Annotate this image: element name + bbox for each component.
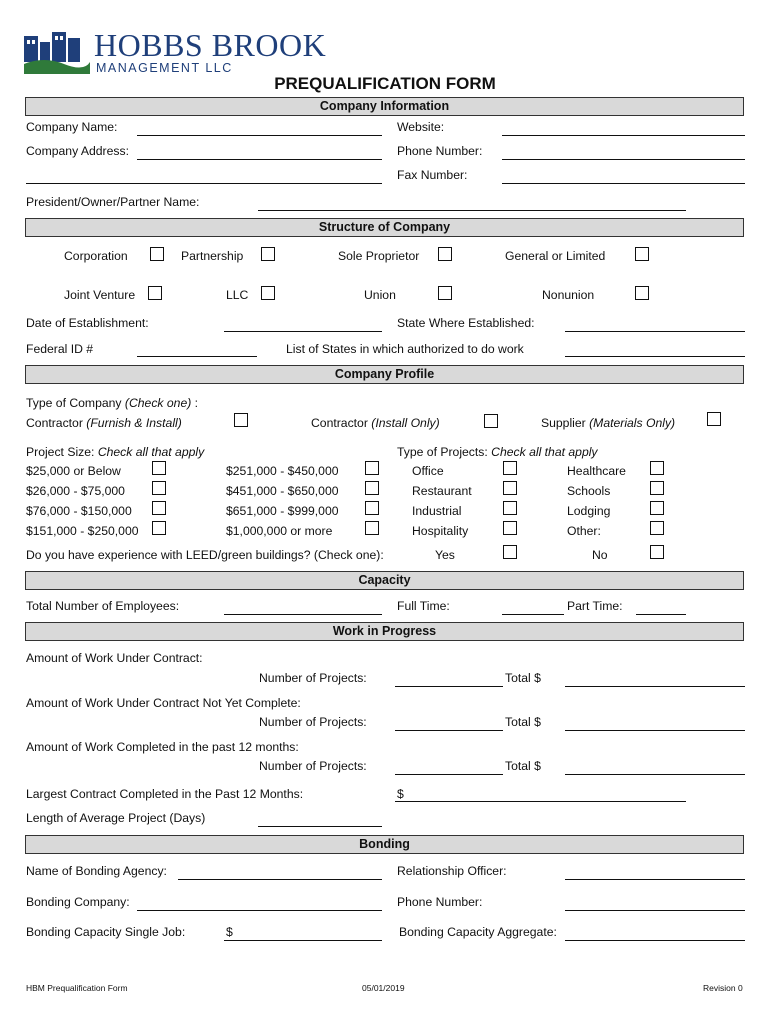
- footer-revision: Revision 0: [703, 983, 743, 993]
- section-bonding: Bonding: [25, 835, 744, 854]
- company-logo: [24, 28, 334, 76]
- size-option-checkbox[interactable]: [365, 521, 379, 535]
- project-size-label: [26, 445, 204, 459]
- relationship-officer-label: Relationship Officer:: [397, 864, 507, 878]
- footer-date: 05/01/2019: [362, 983, 405, 993]
- size-option-checkbox[interactable]: [152, 481, 166, 495]
- part-time-field[interactable]: [636, 614, 686, 615]
- type-of-company-text: Type of Company: [26, 396, 125, 410]
- federal-id-field[interactable]: [137, 356, 257, 357]
- not-complete-label: Amount of Work Under Contract Not Yet Complete:: [26, 696, 301, 710]
- leed-yes-label: Yes: [435, 548, 455, 562]
- project-size-text: Project Size:: [26, 445, 98, 459]
- supplier-hint: (Materials Only): [589, 416, 676, 430]
- project-type-label: Restaurant: [412, 484, 472, 498]
- general-limited-label: General or Limited: [505, 249, 606, 263]
- type-of-projects-label: [397, 445, 598, 459]
- supplier-text: Supplier: [541, 416, 590, 430]
- supplier-checkbox[interactable]: [707, 412, 721, 426]
- project-type-checkbox[interactable]: [650, 521, 664, 535]
- employees-field[interactable]: [224, 614, 382, 615]
- partnership-checkbox[interactable]: [261, 247, 275, 261]
- federal-id-label: Federal ID #: [26, 342, 94, 356]
- contractor-install-label: [311, 416, 440, 430]
- full-time-label: Full Time:: [397, 599, 450, 613]
- capacity-aggregate-field[interactable]: [565, 940, 745, 941]
- largest-contract-dollar: $: [397, 787, 404, 801]
- relationship-officer-field[interactable]: [565, 879, 745, 880]
- company-address-label: Company Address:: [26, 144, 129, 158]
- fax-field[interactable]: [502, 183, 745, 184]
- num-projects-label: Number of Projects:: [259, 759, 367, 773]
- project-type-checkbox[interactable]: [650, 501, 664, 515]
- footer-form-name: HBM Prequalification Form: [26, 983, 128, 993]
- capacity-single-dollar: $: [226, 925, 233, 939]
- nonunion-checkbox[interactable]: [635, 286, 649, 300]
- project-type-checkbox[interactable]: [503, 481, 517, 495]
- website-label: Website:: [397, 120, 445, 134]
- size-option-checkbox[interactable]: [365, 501, 379, 515]
- union-label: Union: [364, 288, 396, 302]
- leed-question: Do you have experience with LEED/green buildings? (Check one):: [26, 548, 384, 562]
- total-field[interactable]: [565, 686, 745, 687]
- states-authorized-field[interactable]: [565, 356, 745, 357]
- capacity-single-field[interactable]: [224, 940, 382, 941]
- size-option-checkbox[interactable]: [152, 461, 166, 475]
- size-option-checkbox[interactable]: [152, 501, 166, 515]
- project-type-label: Office: [412, 464, 444, 478]
- project-type-label: Industrial: [412, 504, 462, 518]
- state-established-field[interactable]: [565, 331, 745, 332]
- project-type-label: Lodging: [567, 504, 611, 518]
- capacity-single-label: Bonding Capacity Single Job:: [26, 925, 186, 939]
- size-option-label: $251,000 - $450,000: [226, 464, 339, 478]
- capacity-aggregate-label: Bonding Capacity Aggregate:: [399, 925, 557, 939]
- completed-label: Amount of Work Completed in the past 12 months:: [26, 740, 299, 754]
- state-established-label: State Where Established:: [397, 316, 535, 330]
- joint-venture-label: Joint Venture: [64, 288, 136, 302]
- type-of-projects-text: Type of Projects:: [397, 445, 492, 459]
- project-type-label: Hospitality: [412, 524, 469, 538]
- corporation-checkbox[interactable]: [150, 247, 164, 261]
- section-company-information: Company Information: [25, 97, 744, 116]
- general-limited-checkbox[interactable]: [635, 247, 649, 261]
- llc-checkbox[interactable]: [261, 286, 275, 300]
- size-option-label: $451,000 - $650,000: [226, 484, 339, 498]
- size-option-label: $651,000 - $999,000: [226, 504, 339, 518]
- corporation-label: Corporation: [64, 249, 128, 263]
- largest-contract-label: Largest Contract Completed in the Past 12 Months:: [26, 787, 304, 801]
- total-label: Total $: [505, 759, 541, 773]
- company-address-field-2[interactable]: [26, 183, 382, 184]
- logo-brand: HOBBS BROOK: [94, 27, 327, 63]
- contractor-furnish-hint: (Furnish & Install): [86, 416, 182, 430]
- section-company-profile: Company Profile: [25, 365, 744, 384]
- type-of-company-colon: :: [191, 396, 199, 410]
- project-type-label: Schools: [567, 484, 611, 498]
- project-type-checkbox[interactable]: [503, 461, 517, 475]
- section-structure: Structure of Company: [25, 218, 744, 237]
- project-type-label: Other:: [567, 524, 601, 538]
- num-projects-label: Number of Projects:: [259, 671, 367, 685]
- section-capacity: Capacity: [25, 571, 744, 590]
- company-name-label: Company Name:: [26, 120, 118, 134]
- bonding-agency-label: Name of Bonding Agency:: [26, 864, 167, 878]
- total-label: Total $: [505, 715, 541, 729]
- sole-proprietor-label: Sole Proprietor: [338, 249, 420, 263]
- website-field[interactable]: [502, 135, 745, 136]
- bonding-company-label: Bonding Company:: [26, 895, 130, 909]
- type-of-company-label: [26, 396, 198, 410]
- project-type-checkbox[interactable]: [650, 461, 664, 475]
- part-time-label: Part Time:: [567, 599, 623, 613]
- supplier-label: [541, 416, 675, 430]
- project-type-label: Healthcare: [567, 464, 626, 478]
- num-projects-field[interactable]: [395, 730, 503, 731]
- employees-label: Total Number of Employees:: [26, 599, 180, 613]
- avg-length-field[interactable]: [258, 826, 382, 827]
- contractor-furnish-checkbox[interactable]: [234, 413, 248, 427]
- size-option-checkbox[interactable]: [365, 461, 379, 475]
- full-time-field[interactable]: [502, 614, 564, 615]
- total-field[interactable]: [565, 730, 745, 731]
- page-title: PREQUALIFICATION FORM: [274, 74, 496, 93]
- total-label: Total $: [505, 671, 541, 685]
- avg-length-label: Length of Average Project (Days): [26, 811, 206, 825]
- section-work-in-progress: Work in Progress: [25, 622, 744, 641]
- fax-label: Fax Number:: [397, 168, 468, 182]
- under-contract-label: Amount of Work Under Contract:: [26, 651, 203, 665]
- type-of-company-hint: (Check one): [124, 396, 192, 410]
- building-skyline-icon: [24, 28, 90, 74]
- date-established-field[interactable]: [224, 331, 382, 332]
- bonding-phone-field[interactable]: [565, 910, 745, 911]
- phone-field[interactable]: [502, 159, 745, 160]
- contractor-install-checkbox[interactable]: [484, 414, 498, 428]
- project-type-checkbox[interactable]: [650, 481, 664, 495]
- project-type-checkbox[interactable]: [503, 521, 517, 535]
- size-option-label: $151,000 - $250,000: [26, 524, 139, 538]
- leed-yes-checkbox[interactable]: [503, 545, 517, 559]
- llc-label: LLC: [226, 288, 249, 302]
- size-option-label: $76,000 - $150,000: [26, 504, 132, 518]
- president-label: President/Owner/Partner Name:: [26, 195, 200, 209]
- contractor-furnish-label: [26, 416, 182, 430]
- company-address-field[interactable]: [137, 159, 382, 160]
- project-type-checkbox[interactable]: [503, 501, 517, 515]
- largest-contract-field[interactable]: [395, 801, 686, 802]
- partnership-label: Partnership: [181, 249, 244, 263]
- bonding-company-field[interactable]: [137, 910, 382, 911]
- total-field[interactable]: [565, 774, 745, 775]
- size-option-label: $25,000 or Below: [26, 464, 121, 478]
- date-established-label: Date of Establishment:: [26, 316, 149, 330]
- num-projects-field[interactable]: [395, 774, 503, 775]
- num-projects-field[interactable]: [395, 686, 503, 687]
- type-of-projects-hint: Check all that apply: [491, 445, 598, 459]
- president-field[interactable]: [258, 210, 686, 211]
- bonding-agency-field[interactable]: [178, 879, 382, 880]
- contractor-install-text: Contractor: [311, 416, 372, 430]
- project-size-hint: Check all that apply: [97, 445, 205, 459]
- num-projects-label: Number of Projects:: [259, 715, 367, 729]
- size-option-checkbox[interactable]: [152, 521, 166, 535]
- company-name-field[interactable]: [137, 135, 382, 136]
- contractor-furnish-text: Contractor: [26, 416, 87, 430]
- leed-no-checkbox[interactable]: [650, 545, 664, 559]
- states-authorized-label: List of States in which authorized to do work: [286, 342, 524, 356]
- size-option-label: $1,000,000 or more: [226, 524, 333, 538]
- sole-proprietor-checkbox[interactable]: [438, 247, 452, 261]
- logo-subtitle: MANAGEMENT LLC: [96, 61, 233, 75]
- nonunion-label: Nonunion: [542, 288, 595, 302]
- leed-no-label: No: [592, 548, 608, 562]
- contractor-install-hint: (Install Only): [371, 416, 440, 430]
- size-option-label: $26,000 - $75,000: [26, 484, 125, 498]
- joint-venture-checkbox[interactable]: [148, 286, 162, 300]
- union-checkbox[interactable]: [438, 286, 452, 300]
- bonding-phone-label: Phone Number:: [397, 895, 483, 909]
- phone-label: Phone Number:: [397, 144, 483, 158]
- size-option-checkbox[interactable]: [365, 481, 379, 495]
